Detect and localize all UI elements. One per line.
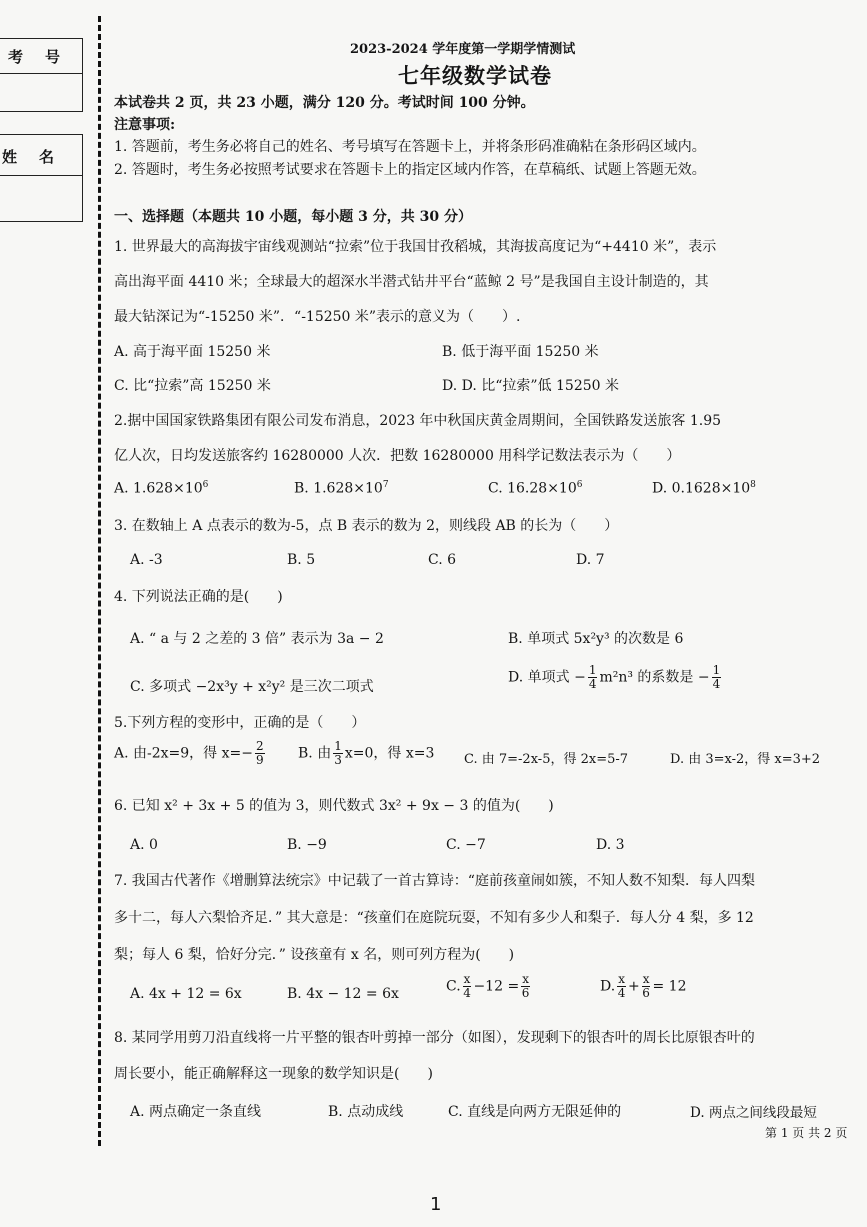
q7-d-d1: 4 bbox=[617, 986, 626, 1000]
q6-option-c: C. −7 bbox=[446, 837, 486, 853]
q3-option-b: B. 5 bbox=[287, 552, 316, 568]
q3-option-d: D. 7 bbox=[576, 552, 605, 568]
q6-option-a: A. 0 bbox=[130, 837, 158, 853]
q3-stem: 3. 在数轴上 A 点表示的数为-5，点 B 表示的数为 2，则线段 AB 的长为（ ） bbox=[114, 518, 619, 534]
q2-c-base: C. 16.28×10 bbox=[488, 480, 577, 497]
q2-b-exp: 7 bbox=[382, 480, 389, 490]
q1-line2: 高出海平面 4410 米；全球最大的超深水半潜式钻井平台“蓝鲸 2 号”是我国自主设计制造的，其 bbox=[114, 274, 709, 290]
exam-title: 七年级数学试卷 bbox=[398, 63, 552, 88]
q7-line3: 梨；每人 6 梨，恰好分完．” 设孩童有 x 名，则可列方程为( ) bbox=[114, 947, 515, 963]
q5-a-pre: A. 由-2x=9，得 x=− bbox=[114, 745, 253, 762]
q6-stem: 6. 已知 x² + 3x + 5 的值为 3，则代数式 3x² + 9x − 3 的值为( ) bbox=[114, 798, 554, 814]
q2-option-c bbox=[488, 480, 582, 497]
q5-b-fraction bbox=[333, 740, 343, 767]
q5-b-pre: B. 由 bbox=[298, 745, 332, 762]
q4-d-den2: 4 bbox=[712, 677, 721, 691]
q7-line2: 多十二，每人六梨恰齐足．” 其大意是：“孩童们在庭院玩耍，不知有多少人和梨子．每人分 4 梨，多 12 bbox=[114, 910, 754, 926]
exam-number-divider bbox=[0, 73, 82, 74]
q5-b-den: 3 bbox=[334, 753, 342, 767]
q1-line1: 1. 世界最大的高海拔宇宙线观测站“拉索”位于我国甘孜稻城，其海拔高度记为“+4410 米”，表示 bbox=[114, 239, 717, 255]
q8-option-d: D. 两点之间线段最短 bbox=[690, 1105, 817, 1121]
q5-a-fraction bbox=[255, 740, 265, 767]
q7-d-pre: D. bbox=[600, 978, 616, 995]
q7-d-n2: x bbox=[642, 972, 650, 986]
q4-d-fraction bbox=[588, 664, 598, 691]
q5-b-num: 1 bbox=[334, 739, 342, 753]
q7-option-a: A. 4x + 12 = 6x bbox=[130, 986, 242, 1002]
q2-c-exp: 6 bbox=[576, 480, 583, 490]
q1-option-d: D. D. 比“拉索”低 15250 米 bbox=[442, 378, 620, 394]
q4-d-pre: D. 单项式 − bbox=[508, 669, 586, 686]
q5-stem: 5.下列方程的变形中，正确的是（ ） bbox=[114, 715, 366, 731]
q2-option-b bbox=[294, 480, 389, 497]
q7-c-pre: C. bbox=[446, 978, 461, 995]
q7-d-n1: x bbox=[618, 972, 625, 986]
q4-d-mid: m²n³ 的系数是 − bbox=[599, 669, 710, 686]
q2-option-d bbox=[652, 480, 756, 497]
term-title: 2023-2024 学年度第一学期学情测试 bbox=[350, 42, 576, 57]
q5-b-post: x=0，得 x=3 bbox=[344, 745, 435, 762]
note-1: 1. 答题前，考生务必将自己的姓名、考号填写在答题卡上，并将条形码准确粘在条形码区域内。 bbox=[114, 139, 706, 155]
q2-a-base: A. 1.628×10 bbox=[114, 480, 203, 497]
name-label: 姓名 bbox=[2, 148, 77, 166]
q2-d-exp: 8 bbox=[750, 480, 756, 490]
q2-line2: 亿人次，日均发送旅客约 16280000 人次．把数 16280000 用科学记数法表示为（ ） bbox=[114, 448, 681, 464]
q3-option-a: A. -3 bbox=[130, 552, 163, 568]
q1-line3: 最大钻深记为“-15250 米”．“-15250 米”表示的意义为（ ）. bbox=[114, 309, 521, 325]
q4-stem: 4. 下列说法正确的是( ) bbox=[114, 589, 283, 605]
q5-option-a bbox=[114, 740, 267, 767]
q4-d-fraction-2 bbox=[712, 664, 722, 691]
q6-option-b: B. −9 bbox=[287, 837, 327, 853]
q7-d-post: = 12 bbox=[652, 978, 687, 995]
q2-line1: 2.据中国国家铁路集团有限公司发布消息，2023 年中秋国庆黄金周期间，全国铁路发送旅客 1.95 bbox=[114, 413, 722, 429]
exam-number-label: 考号 bbox=[8, 48, 83, 66]
q8-line2: 周长要小，能正确解释这一现象的数学知识是( ) bbox=[114, 1066, 433, 1082]
q6-option-d: D. 3 bbox=[596, 837, 625, 853]
q7-c-d1: 4 bbox=[463, 986, 471, 1000]
q7-option-b: B. 4x − 12 = 6x bbox=[287, 986, 399, 1002]
q7-c-fraction-2 bbox=[521, 973, 530, 1000]
q8-option-a: A. 两点确定一条直线 bbox=[130, 1104, 262, 1120]
page-info: 第 1 页 共 2 页 bbox=[765, 1126, 848, 1140]
q4-option-c: C. 多项式 −2x³y + x²y² 是三次二项式 bbox=[130, 679, 374, 695]
binding-dashed-line bbox=[98, 16, 101, 1146]
q4-d-den: 4 bbox=[588, 677, 597, 691]
q7-d-fraction-2 bbox=[642, 973, 651, 1000]
q7-option-c bbox=[446, 973, 532, 1000]
q8-option-b: B. 点动成线 bbox=[328, 1104, 404, 1120]
section-heading: 一、选择题（本题共 10 小题，每小题 3 分，共 30 分） bbox=[114, 209, 472, 225]
q2-option-a bbox=[114, 480, 208, 497]
exam-summary: 本试卷共 2 页，共 23 小题，满分 120 分。考试时间 100 分钟。 bbox=[114, 95, 535, 111]
q2-a-exp: 6 bbox=[202, 480, 209, 490]
q5-option-c: C. 由 7=-2x-5，得 2x=5-7 bbox=[464, 752, 629, 767]
q1-option-b: B. 低于海平面 15250 米 bbox=[442, 344, 599, 360]
q5-option-d: D. 由 3=x-2，得 x=3+2 bbox=[670, 752, 821, 767]
q7-d-fraction-1 bbox=[617, 973, 626, 1000]
q3-option-c: C. 6 bbox=[428, 552, 457, 568]
q4-d-num2: 1 bbox=[712, 663, 721, 677]
q8-option-c: C. 直线是向两方无限延伸的 bbox=[448, 1104, 622, 1120]
q5-a-den: 9 bbox=[256, 753, 264, 767]
q7-c-fraction-1 bbox=[463, 973, 472, 1000]
q2-b-base: B. 1.628×10 bbox=[294, 480, 383, 497]
q7-c-n1: x bbox=[463, 972, 471, 986]
q4-option-b: B. 单项式 5x²y³ 的次数是 6 bbox=[508, 631, 684, 647]
q8-line1: 8. 某同学用剪刀沿直线将一片平整的银杏叶剪掉一部分（如图），发现剩下的银杏叶的周长比原银杏叶的 bbox=[114, 1030, 755, 1046]
q4-option-a: A. “ a 与 2 之差的 3 倍” 表示为 3a − 2 bbox=[130, 631, 384, 647]
q7-d-mid: + bbox=[627, 978, 640, 995]
q7-option-d bbox=[600, 973, 686, 1000]
q7-d-d2: 6 bbox=[642, 986, 650, 1000]
q7-c-n2: x bbox=[522, 972, 529, 986]
name-divider bbox=[0, 175, 82, 176]
q7-c-d2: 6 bbox=[521, 986, 530, 1000]
q5-option-b bbox=[298, 740, 434, 767]
q7-line1: 7. 我国古代著作《增删算法统宗》中记载了一首古算诗：“庭前孩童闹如簇，不知人数不知梨．每人四梨 bbox=[114, 873, 755, 889]
q2-d-base: D. 0.1628×10 bbox=[652, 480, 751, 497]
q5-a-num: 2 bbox=[256, 739, 264, 753]
note-2: 2. 答题时，考生务必按照考试要求在答题卡上的指定区域内作答，在草稿纸、试题上答题无效。 bbox=[114, 162, 706, 178]
q4-option-d bbox=[508, 664, 723, 691]
q1-option-a: A. 高于海平面 15250 米 bbox=[114, 344, 271, 360]
page-number: 1 bbox=[430, 1194, 442, 1215]
q1-option-c: C. 比“拉索”高 15250 米 bbox=[114, 378, 271, 394]
q7-c-mid: −12 = bbox=[473, 978, 520, 995]
notes-heading: 注意事项: bbox=[114, 117, 176, 133]
q4-d-num: 1 bbox=[588, 663, 597, 677]
